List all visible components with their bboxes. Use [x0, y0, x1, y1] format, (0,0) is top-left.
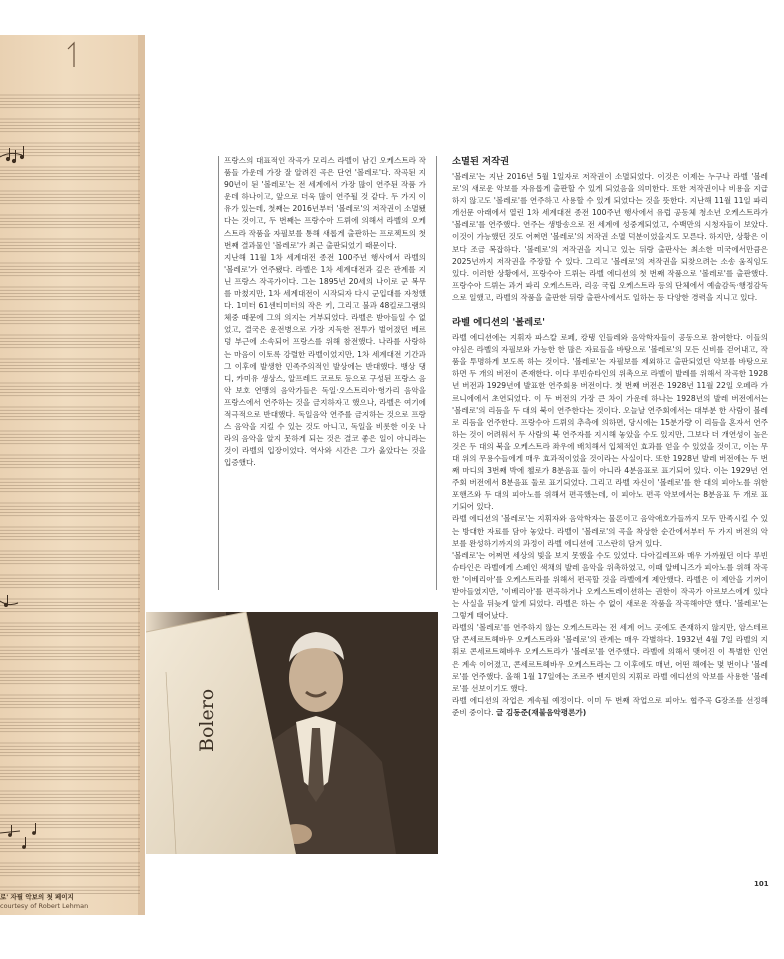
manuscript-staves — [0, 35, 145, 915]
section-copyright-body: '볼레로'는 지난 2016년 5월 1일자로 저작권이 소멸되었다. 이것은 이제는 누구나 라벨 '볼레로'의 새로운 악보를 자유롭게 출판할 수 있게 되었음을 의미한다. 또한 저작권이나 비용을 지급하지 않고도 '볼레로'를 연주하고 사용할 수 있게 되었다는 것을 뜻한다. 지난해 11월 11일 파리 개선문 아래에서 열린 1차 세계대전 종전 100주년 행사에서 유럽 공동체 청소년 오케스트라가 '볼레로'를 연주했다. 연주는 생방송으로 전 세계에 성중계되었고, 수백만의 시청자들이 보았다. 이것이 가능했던 것도 어쩌면 '볼레로'의 저작권 소멸 덕분이었을지도 모른다. 하지만, 상황은 이보다 조금 복잡하다. '볼레로'의 저작권을 지니고 있는 뒤랑 출판사는 최소한 미국에서만큼은 2025년까지 저작권을 주장할 수 있다. 그리고 '볼레로'의 저작권을 되찾으려는 소송 움직임도 있다. 이러한 상황에서, 프랑수아 드뤼는 라벨 에디션의 첫 번째 작품으로 '볼레로'를 출판했다. 프랑수아 드뤼는 과거 파리 오케스트라, 리옹 국립 오케스트라 등의 단체에서 예술감독·행정감독으로 일했고, 라벨의 작품을 출판한 뒤랑 출판사에서도 일하는 등 다양한 경력을 지니고 있다. — [452, 172, 768, 302]
ravel-edition-paragraph-4: 라벨의 '볼레로'를 연주하지 않는 오케스트라는 전 세계 어느 곳에도 존재하지 않지만, 암스테르담 콘세르트헤바우 오케스트라와 '볼레로'의 관계는 매우 각별하다. 1932년 4월 7일 라벨의 지휘로 콘세르트헤바우 오케스트라가 '볼레로'를 연주했다. 라벨에 의해서 맺어진 이 특별한 인연은 계속 이어졌고, 콘세르트헤바우 오케스트라는 그 이후에도 매년, 어떤 해에는 몇 번이나 '볼레로'를 연주했다. 올해 1월 17일에는 조르주 벤지민의 지휘로 라벨 에디션의 악보를 사용한 '볼레로'를 선보이기도 했다. — [452, 623, 768, 693]
page-number: 101 — [754, 880, 769, 888]
manuscript-caption — [0, 893, 89, 911]
left-paragraph-1: 프랑스의 대표적인 작곡가 모리스 라벨이 남긴 오케스트라 작품들 가운데 가장 잘 알려진 곡은 단연 '볼레로'다. 작곡된 지 90년이 된 '볼레로'는 전 세계에서 가장 많이 연주된 작품 가운데 하나이고, 앞으로 더욱 많이 연주될 것 같다. 두 가지 이유가 있는데, 첫째는 2016년부터 '볼레로'의 저작권이 소멸됐다는 것이고, 두 번째는 프랑수아 드뤼에 의해서 라벨의 오케스트라 작품을 자필보를 통해 새롭게 출판하는 프로젝트의 첫 번째 결과물인 '볼레로'가 최근 출판되었기 때문이다. — [224, 156, 426, 250]
section-heading-copyright: 소멸된 저작권 — [452, 156, 510, 167]
section-heading-ravel-edition: 라벨 에디션의 '볼레로' — [452, 317, 545, 329]
ravel-edition-closing-text: 라벨 에디션의 작업은 계속될 예정이다. 이미 두 번째 작업으로 피아노 협주곡 G장조를 선정해 준비 중이다. — [452, 695, 768, 717]
author-credit: 글 김동준(재불음악평론가) — [495, 707, 587, 717]
manuscript-caption-title: 로' 자필 악보의 첫 페이지 — [0, 893, 74, 901]
ravel-edition-paragraph-1: 라벨 에디션에는 지휘자 파스칼 로페, 캉탱 인들레와 음악학자들이 공동으로 참여한다. 이들의 야심은 라벨의 자필보와 가능한 한 많은 자료들을 바탕으로 '볼레로'의 모든 신비를 걷어내고, 작품을 투명하게 보도록 하는 것이다. '볼레로'는 자필보를 제외하고 출판되었던 악보를 바탕으로 하면 두 개의 버전이 존재한다. 이다 루빈슈타인의 위촉으로 라벨이 발레를 위해서 작곡한 1928년 버전과 1929년에 발표한 연주회용 버전이다. 첫 번째 버전은 1928년 11월 22일 오페라 가르니에에서 초연되었다. 이 두 버전의 가장 큰 차이 가운데 하나는 1928년의 발레 버전에서는 '볼레로'의 리듬을 두 대의 북이 연주한다는 것이다. 오늘날 연주회에서는 대부분 한 사람이 볼레로 리듬을 연주한다. 프랑수아 드뤼의 추측에 의하면, 당시에는 15분가량 이 리듬을 혼자서 연주하는 것이 어려워서 두 사람의 북 연주자를 지시해 놓았을 수도 있지만, 그보다 더 개연성이 높은 것은 두 대의 북을 오케스트라 좌우에 배치해서 입체적인 효과를 얻을 수 있었을 것이고, 이는 무대 위의 무용수들에게 매우 효과적이었을 것이라는 사실이다. 또한 1928년 발레 버전에는 두 번째 마디의 3번째 박에 첼로가 8분음표 둘이 아니라 4분음표로 표기되어 있다. 이는 1929년 연주회 버전에서 8분음표 둘로 표기되었다. 그리고 라벨 자신이 '볼레로'를 한 대의 피아노를 위한 포핸즈와 두 대의 피아노를 위해서 편곡했는데, 이 피아노 편곡 악보에서는 8분음표 두 개로 표기되어 있다. — [452, 333, 768, 512]
ravel-edition-paragraph-5 — [452, 695, 768, 719]
manuscript-caption-credit: courtesy of Robert Lehman — [0, 902, 89, 910]
right-text-column — [452, 155, 768, 719]
ravel-photo — [146, 612, 438, 854]
left-text-column — [224, 155, 426, 469]
bolero-score-title: Bolero — [196, 688, 218, 752]
left-paragraph-2: 지난해 11월 1차 세계대전 종전 100주년 행사에서 라벨의 '볼레로'가 연주됐다. 라벨은 1차 세계대전과 깊은 관계를 지닌 프랑스 작곡가이다. 그는 1895년 20세의 나이로 군 복무를 마쳤지만, 1차 세계대전이 시작되자 다시 군입대를 자청했다. 1미터 61센티미터의 작은 키, 그리고 불과 48킬로그램의 체중 때문에 그의 의지는 거부되었다. 라벨은 받아들일 수 없었고, 결국은 운전병으로 가장 지독한 전투가 벌어졌던 베르덩 부근에 소속되어 프랑스를 위해 참전했다. 나라를 사랑하는 마음이 이토록 강렬한 라벨이었지만, 1차 세계대전 기간과 그 이후에 발생한 민족주의적인 발상에는 반대했다. 뱅상 댕디, 카미유 생상스, 알프레드 코르토 등으로 구성된 프랑스 음악 보호 연맹의 음악가들은 독일·오스트리아·헝가리 음악을 프랑스에서 연주하는 것을 금지하자고 했으나, 라벨은 여기에 적극적으로 반대했다. 독일음악 연주를 금지하는 것으로 프랑스 음악을 지킬 수 있는 것도 아니고, 독일을 비롯한 이웃 나라의 음악을 알지 못하게 되는 것은 결코 좋은 일이 아니라는 것이 라벨의 입장이었다. 역사와 시간은 그가 옳았다는 것을 입증했다. — [224, 252, 426, 468]
manuscript-image — [0, 35, 145, 915]
ravel-edition-paragraph-2: 라벨 에디션의 '볼레로'는 지휘자와 음악학자는 물론이고 음악애호가들까지 모두 만족시킬 수 있는 방대한 자료를 담아 놓았다. 라벨이 '볼레로'의 곡을 착상한 순간에서부터 두 가지 버전의 악보를 완성하기까지의 과정이 라벨 에디션에 고스란히 담겨 있다. — [452, 514, 768, 548]
ravel-portrait-illustration — [146, 612, 438, 854]
ravel-edition-paragraph-3: '볼레로'는 어쩌면 세상의 빛을 보지 못했을 수도 있었다. 다아길레프와 매우 가까웠던 이다 루빈슈타인은 라벨에게 스페인 색채의 발레 음악을 위촉하였고, 이때 알베니즈가 피아노를 위해 작곡한 '이베리아'를 오케스트라를 위해서 편곡할 것을 라벨에게 제안했다. 라벨은 이 제안을 기꺼이 받아들였지만, '이베리아'를 편곡하거나 오케스트레이션하는 권한이 작곡가 아르보스에게 있다는 사실을 뒤늦게 알게 되었다. 라벨은 하는 수 없이 새로운 작품을 작곡해야만 했다. '볼레로'는 그렇게 태어났다. — [452, 550, 768, 621]
column-rule-middle — [436, 156, 437, 590]
column-rule-left — [218, 156, 219, 590]
